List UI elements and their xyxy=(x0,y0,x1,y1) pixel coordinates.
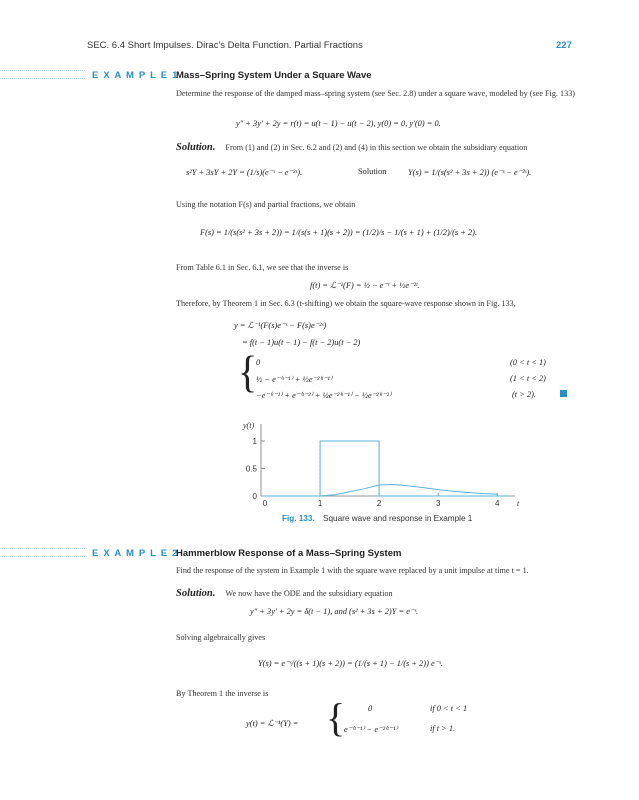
example-1-rule xyxy=(0,70,85,71)
x-tick-label: 0 xyxy=(262,499,268,508)
y-equation-2: y(t) = ℒ⁻¹(Y) = xyxy=(246,719,299,728)
condition-2: (1 < t < 2) xyxy=(510,374,546,383)
figure-label: Fig. 133. xyxy=(282,514,315,523)
condition-2-2: if t > 1. xyxy=(430,724,456,733)
case-2-2: e⁻⁽ᵗ⁻¹⁾ − e⁻²⁽ᵗ⁻¹⁾ xyxy=(344,725,398,734)
condition-1: (0 < t < 1) xyxy=(510,358,546,367)
example-2-title: Hammerblow Response of a Mass–Spring System xyxy=(176,548,402,559)
theorem-text: Therefore, by Theorem 1 in Sec. 6.3 (t-shifting) we obtain the square-wave response shown in Fig. 133, xyxy=(176,299,516,308)
condition-2-1: if 0 < t < 1 xyxy=(430,704,468,713)
figure-133-chart xyxy=(225,418,525,518)
example-2-solution xyxy=(176,583,393,601)
solution-label: Solution. xyxy=(176,142,216,153)
case-2-1: 0 xyxy=(368,704,373,713)
example-2-rule-2 xyxy=(0,556,85,557)
condition-3: (t > 2). xyxy=(512,390,537,399)
example-1-ode: y″ + 3y′ + 2y = r(t) = u(t − 1) − u(t − 2), y(0) = 0, y′(0) = 0. xyxy=(236,119,441,128)
example-1-title: Mass–Spring System Under a Square Wave xyxy=(176,70,372,81)
Y-solution: Y(s) = 1/(s(s² + 3s + 2)) (e⁻ˢ − e⁻²ˢ). xyxy=(408,168,532,177)
case-2: ½ − e⁻⁽ᵗ⁻¹⁾ + ½e⁻²⁽ᵗ⁻¹⁾ xyxy=(256,375,332,384)
case-3: −e⁻⁽ᵗ⁻¹⁾ + e⁻⁽ᵗ⁻²⁾ + ½e⁻²⁽ᵗ⁻¹⁾ − ½e⁻²⁽ᵗ⁻²⁾ xyxy=(256,391,392,400)
example-1-intro: Determine the response of the damped mass–spring system (see Sec. 2.8) under a square wave, modeled by (see Fig. 133) xyxy=(176,89,576,98)
x-tick-label: 1 xyxy=(317,499,323,508)
table-text: From Table 6.1 in Sec. 6.1, we see that the inverse is xyxy=(176,263,349,272)
y-axis-label: y(t) xyxy=(243,421,255,430)
x-tick-label: 2 xyxy=(376,499,382,508)
end-of-example-square xyxy=(560,390,567,397)
x-axis-label: t xyxy=(517,499,520,508)
x-tick-label: 3 xyxy=(435,499,441,508)
solve-text: Solving algebraically gives xyxy=(176,633,266,642)
x-tick-label: 4 xyxy=(495,499,500,508)
y-tick-label: 1 xyxy=(252,437,257,446)
figure-caption xyxy=(282,514,472,523)
example-1-label: E X A M P L E 1 xyxy=(92,70,179,81)
y-tick-label: 0 xyxy=(252,492,257,501)
F-equation: F(s) = 1/(s(s² + 3s + 2)) = 1/(s(s + 1)(s + 2)) = (1/2)/s − 1/(s + 1) + (1/2)/(s + 2). xyxy=(200,228,478,237)
example-2-rule xyxy=(0,548,85,549)
cases-brace-2: { xyxy=(326,695,346,740)
y-line-2: = f(t − 1)u(t − 1) − f(t − 2)u(t − 2) xyxy=(242,338,361,347)
example-2-ode: y″ + 3y′ + 2y = δ(t − 1), and (s² + 3s + 2)Y = e⁻ˢ. xyxy=(250,607,419,616)
solution-2-text: We now have the ODE and the subsidiary equation xyxy=(225,589,393,598)
example-1-rule-2 xyxy=(0,78,85,79)
cases-brace: { xyxy=(238,346,258,397)
solution-text: From (1) and (2) in Sec. 6.2 and (2) and (4) in this section we obtain the subsidiary equation xyxy=(225,143,528,152)
theorem-text-2: By Theorem 1 the inverse is xyxy=(176,689,269,698)
square-wave-line xyxy=(261,441,509,496)
Y-equation-2: Y(s) = e⁻ˢ/((s + 1)(s + 2)) = (1/(s + 1) − 1/(s + 2)) e⁻ˢ. xyxy=(258,659,443,668)
example-2-label: E X A M P L E 2 xyxy=(92,548,179,559)
solution-word: Solution xyxy=(358,167,387,176)
y-tick-label: 0.5 xyxy=(245,464,257,474)
figure-caption-text: Square wave and response in Example 1 xyxy=(323,514,473,523)
case-1: 0 xyxy=(256,358,261,367)
partial-fractions-text: Using the notation F(s) and partial fractions, we obtain xyxy=(176,200,356,209)
subsidiary-equation: s²Y + 3sY + 2Y = (1/s)(e⁻ˢ − e⁻²ˢ). xyxy=(186,168,303,177)
example-2-intro: Find the response of the system in Example 1 with the square wave replaced by a unit impulse at time t = 1. xyxy=(176,566,529,575)
example-1-solution xyxy=(176,137,527,155)
f-equation: f(t) = ℒ⁻¹(F) = ½ − e⁻ᵗ + ½e⁻²ᵗ. xyxy=(310,281,420,290)
page-number: 227 xyxy=(556,40,572,51)
y-line-1: y = ℒ⁻¹(F(s)e⁻ˢ − F(s)e⁻²ˢ) xyxy=(234,321,327,330)
running-header: SEC. 6.4 Short Impulses. Dirac's Delta Function. Partial Fractions xyxy=(87,40,363,51)
solution-2-label: Solution. xyxy=(176,588,216,599)
